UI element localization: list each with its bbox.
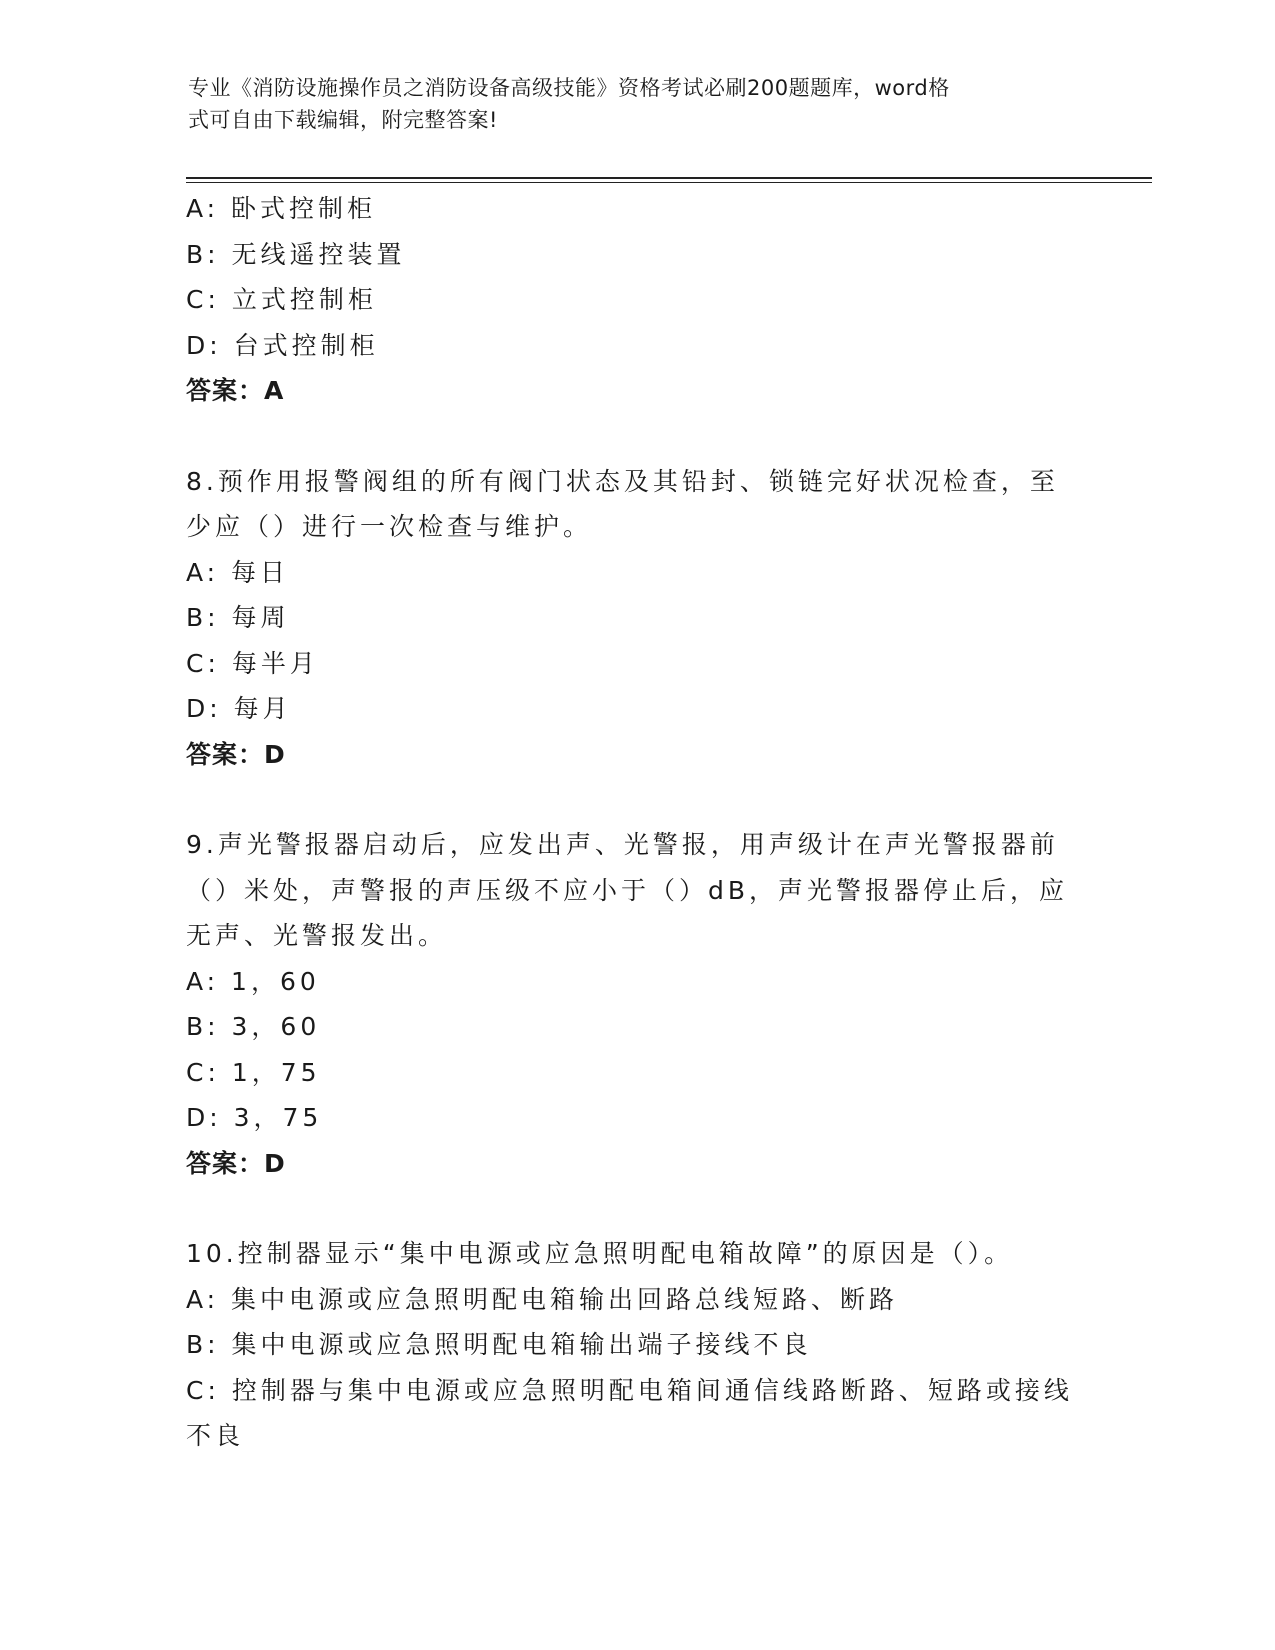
option-b: B: 3，60 — [186, 1012, 321, 1041]
question-10 — [186, 1231, 1086, 1459]
question-stem: （）米处，声警报的声压级不应小于（）dB，声光警报器停止后，应 — [186, 875, 1069, 905]
question-stem: 8.预作用报警阀组的所有阀门状态及其铅封、锁链完好状况检查，至 — [186, 466, 1059, 496]
question-stem: 少应（）进行一次检查与维护。 — [186, 512, 593, 541]
option-c: C: 立式控制柜 — [186, 285, 377, 314]
answer: 答案：D — [186, 739, 286, 769]
header-line-1: 专业《消防设施操作员之消防设备高级技能》资格考试必刷200题题库，word格 — [188, 76, 950, 100]
option-b: B: 集中电源或应急照明配电箱输出端子接线不良 — [186, 1330, 812, 1359]
option-d: D: 每月 — [186, 694, 292, 723]
question-7 — [186, 186, 1086, 414]
question-content — [186, 186, 1086, 1459]
option-c: C: 1，75 — [186, 1057, 321, 1087]
page-header — [188, 72, 1068, 136]
option-d: D: 台式控制柜 — [186, 330, 379, 360]
question-stem: 10.控制器显示“集中电源或应急照明配电箱故障”的原因是（）。 — [186, 1239, 1014, 1268]
answer: 答案：D — [186, 1148, 286, 1178]
option-a: A: 每日 — [186, 557, 290, 587]
question-stem: 9.声光警报器启动后，应发出声、光警报，用声级计在声光警报器前 — [186, 830, 1059, 859]
header-divider — [186, 177, 1152, 183]
option-a: A: 1，60 — [186, 966, 320, 996]
option-a: A: 集中电源或应急照明配电箱输出回路总线短路、断路 — [186, 1284, 899, 1314]
option-d: D: 3，75 — [186, 1103, 323, 1132]
spacer — [186, 414, 1086, 459]
question-stem: 无声、光警报发出。 — [186, 921, 448, 950]
spacer — [186, 1186, 1086, 1231]
option-b: B: 无线遥控装置 — [186, 239, 406, 269]
header-line-2: 式可自由下载编辑，附完整答案! — [188, 108, 498, 132]
question-8 — [186, 459, 1086, 778]
option-c: C: 每半月 — [186, 648, 319, 678]
option-c-continued: 不良 — [186, 1421, 245, 1450]
option-b: B: 每周 — [186, 603, 290, 632]
answer: 答案：A — [186, 376, 285, 405]
option-a: A: 卧式控制柜 — [186, 194, 377, 223]
question-9 — [186, 822, 1086, 1186]
spacer — [186, 777, 1086, 822]
option-c: C: 控制器与集中电源或应急照明配电箱间通信线路断路、短路或接线 — [186, 1375, 1073, 1405]
